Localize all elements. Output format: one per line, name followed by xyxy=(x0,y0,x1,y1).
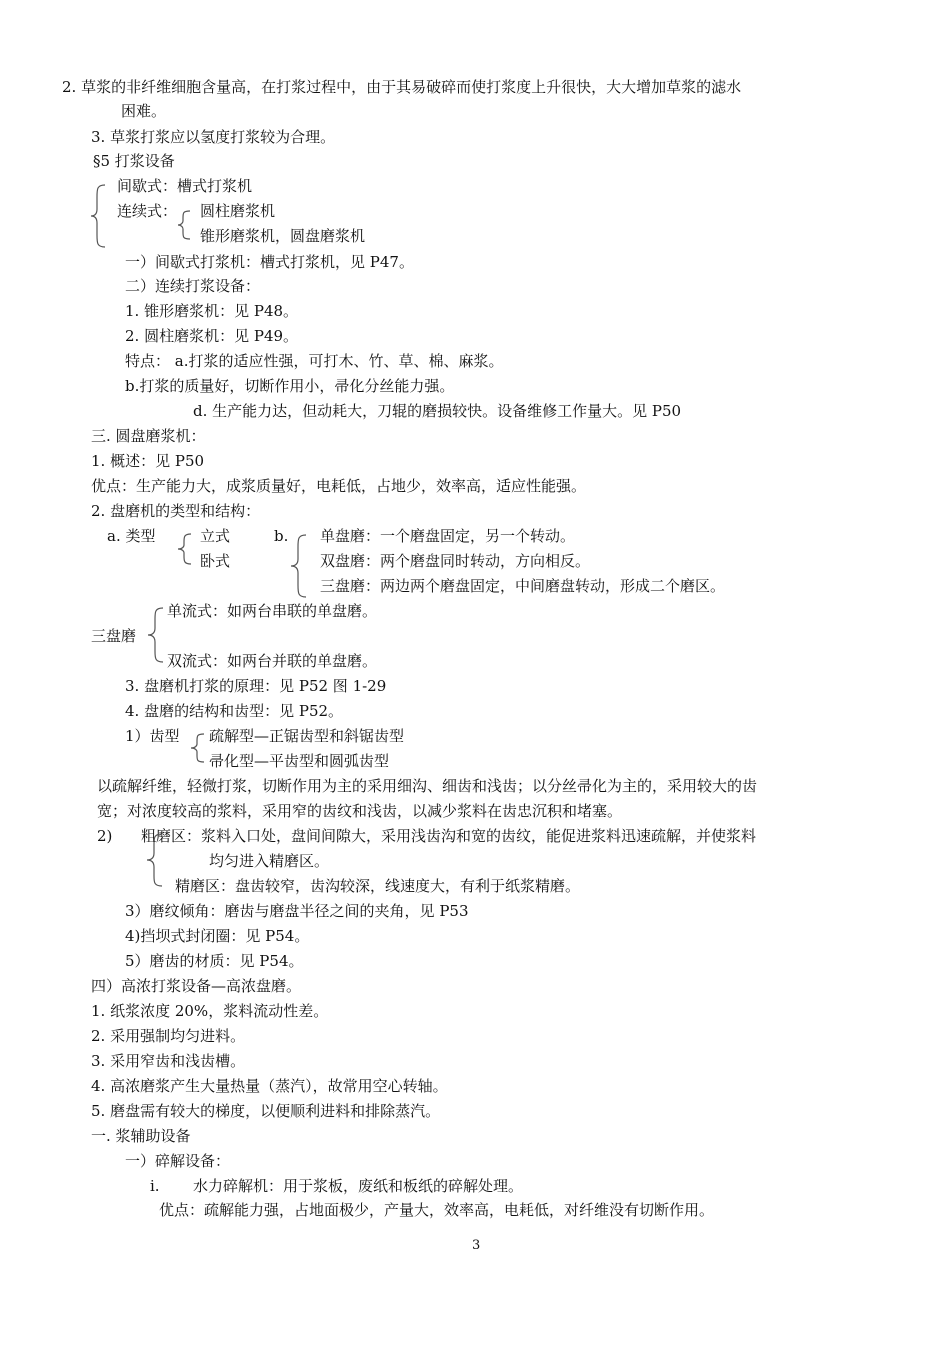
text-line: 4. 高浓磨浆产生大量热量（蒸汽），故常用空心转轴。 xyxy=(91,1077,448,1095)
text-line: 优点：疏解能力强，占地面极少，产量大，效率高，电耗低，对纤维没有切断作用。 xyxy=(159,1201,715,1219)
text-line: a. 类型 xyxy=(107,527,156,545)
brace-icon xyxy=(288,533,308,599)
text-line: 3）磨纹倾角：磨齿与磨盘半径之间的夹角，见 P53 xyxy=(125,902,469,920)
text-line: 双流式：如两台并联的单盘磨。 xyxy=(167,652,378,670)
brace-icon xyxy=(175,533,193,565)
text-line: 圆柱磨浆机 xyxy=(200,202,276,220)
text-line: 4. 盘磨的结构和齿型：见 P52。 xyxy=(125,702,344,720)
text-line: 5. 磨盘需有较大的梯度，以便顺利进料和排除蒸汽。 xyxy=(91,1102,441,1120)
text-line: 单流式：如两台串联的单盘磨。 xyxy=(167,602,378,620)
text-line: 精磨区：盘齿较窄，齿沟较深，线速度大，有利于纸浆精磨。 xyxy=(175,877,581,895)
brace-icon xyxy=(176,210,192,240)
brace-icon xyxy=(144,832,164,888)
text-line: 3. 草浆打浆应以氢度打浆较为合理。 xyxy=(91,128,336,146)
text-line: 4)挡坝式封闭圈：见 P54。 xyxy=(125,927,310,945)
text-line: 3. 盘磨机打浆的原理：见 P52 图 1-29 xyxy=(125,677,387,695)
text-line: b.打浆的质量好，切断作用小，帚化分丝能力强。 xyxy=(125,377,455,395)
text-line: 特点： a.打浆的适应性强，可打木、竹、草、棉、麻浆。 xyxy=(125,352,504,370)
brace-icon xyxy=(145,606,165,664)
section-heading: §5 打浆设备 xyxy=(93,152,175,170)
text-line: 立式 xyxy=(200,527,231,545)
text-line: 卧式 xyxy=(200,552,231,570)
brace-icon xyxy=(89,183,107,249)
text-line: 疏解型—正锯齿型和斜锯齿型 xyxy=(209,727,405,745)
text-line: 困难。 xyxy=(121,102,167,120)
text-line: 宽；对浓度较高的浆料，采用窄的齿纹和浅齿，以减少浆料在齿忠沉积和堵塞。 xyxy=(97,802,623,820)
text-line: 粗磨区：浆料入口处，盘间间隙大，采用浅齿沟和宽的齿纹，能促进浆料迅速疏解，并使浆料 xyxy=(141,827,757,845)
page-number: 3 xyxy=(472,1238,481,1253)
text-line: 1. 锥形磨浆机：见 P48。 xyxy=(125,302,299,320)
text-line: 1）齿型 xyxy=(125,727,180,745)
text-line: 2) xyxy=(97,827,113,845)
text-line: 二）连续打浆设备： xyxy=(125,277,261,295)
text-line: 以疏解纤维，轻微打浆，切断作用为主的采用细沟、细齿和浅齿；以分丝帚化为主的，采用较大的齿 xyxy=(97,777,758,795)
section-heading: 四）高浓打浆设备—高浓盘磨。 xyxy=(91,977,302,995)
text-line: 1. 概述：见 P50 xyxy=(91,452,205,470)
text-line: 1. 纸浆浓度 20%，浆料流动性差。 xyxy=(91,1002,329,1020)
text-line: 三盘磨：两边两个磨盘固定，中间磨盘转动，形成二个磨区。 xyxy=(320,577,726,595)
text-line: 优点：生产能力大，成浆质量好，电耗低，占地少，效率高，适应性能强。 xyxy=(91,477,587,495)
text-line: 单盘磨：一个磨盘固定，另一个转动。 xyxy=(320,527,576,545)
text-line: 水力碎解机：用于浆板，废纸和板纸的碎解处理。 xyxy=(193,1177,524,1195)
text-line: 5）磨齿的材质：见 P54。 xyxy=(125,952,304,970)
text-line: b. xyxy=(274,527,289,545)
text-line: 均匀进入精磨区。 xyxy=(209,852,330,870)
text-line: 锥形磨浆机，圆盘磨浆机 xyxy=(200,227,366,245)
text-line: 2. 采用强制均匀进料。 xyxy=(91,1027,246,1045)
text-line: 帚化型—平齿型和圆弧齿型 xyxy=(209,752,390,770)
text-line: 2. 圆柱磨浆机：见 P49。 xyxy=(125,327,299,345)
text-line: d. 生产能力达，但动耗大，刀辊的磨损较快。设备维修工作量大。见 P50 xyxy=(193,402,682,420)
text-line: 三盘磨 xyxy=(91,627,137,645)
text-line: 一）间歇式打浆机：槽式打浆机，见 P47。 xyxy=(125,253,414,271)
text-line: 2. 盘磨机的类型和结构： xyxy=(91,502,261,520)
text-line: i. xyxy=(150,1177,160,1195)
section-heading: 一. 浆辅助设备 xyxy=(91,1127,191,1145)
text-line: 2. 草浆的非纤维细胞含量高，在打浆过程中，由于其易破碎而使打浆度上升很快，大大增加草浆的滤水 xyxy=(62,78,742,96)
section-heading: 三. 圆盘磨浆机： xyxy=(91,427,206,445)
text-line: 双盘磨：两个磨盘同时转动，方向相反。 xyxy=(320,552,591,570)
text-line: 间歇式：槽式打浆机 xyxy=(117,177,253,195)
brace-icon xyxy=(188,733,206,763)
text-line: 3. 采用窄齿和浅齿槽。 xyxy=(91,1052,246,1070)
text-line: 连续式： xyxy=(117,202,178,220)
text-line: 一）碎解设备： xyxy=(125,1152,231,1170)
